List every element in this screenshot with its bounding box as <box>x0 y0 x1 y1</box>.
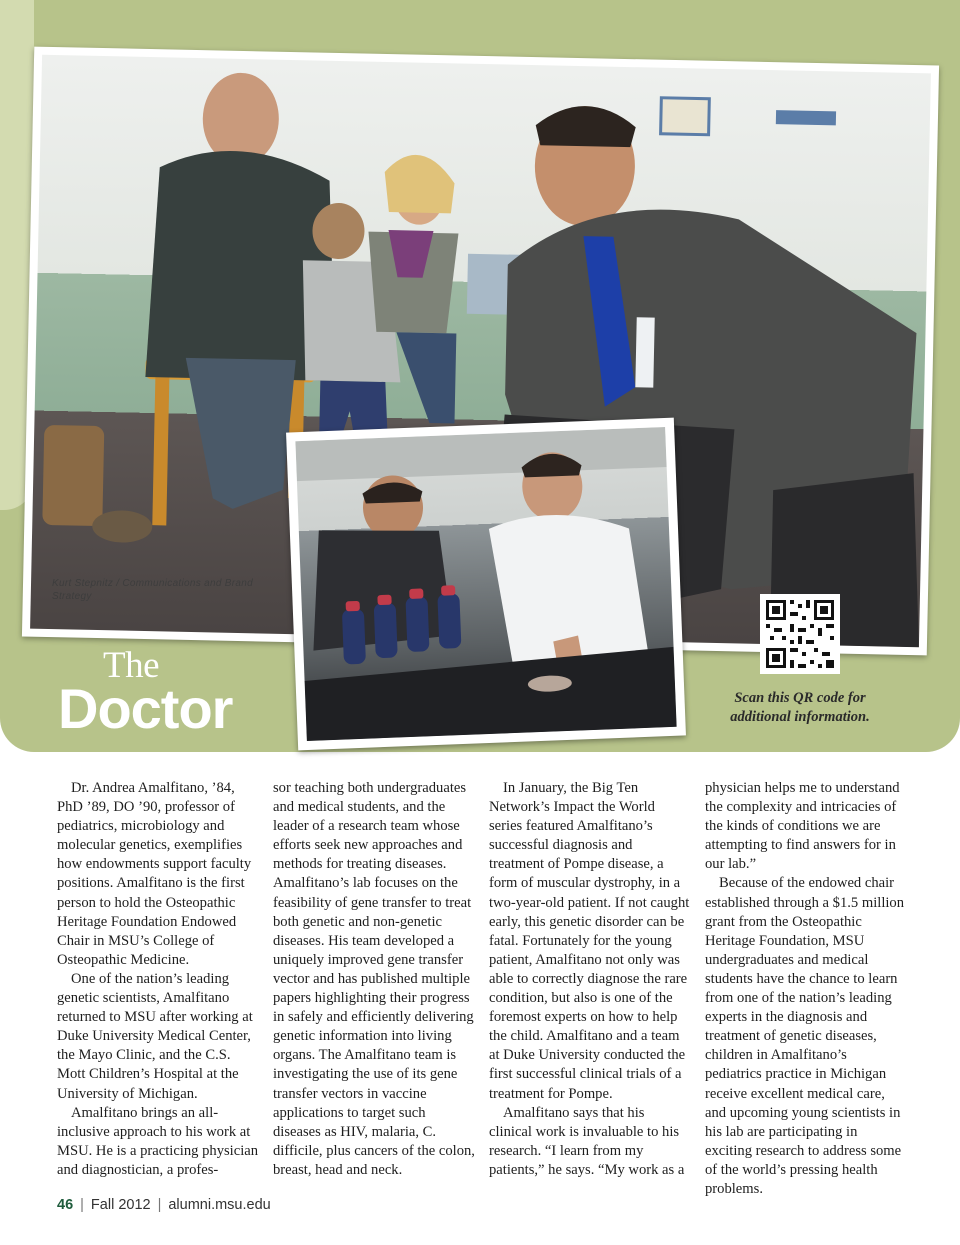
paragraph: Because of the endowed chair established through a $1.5 million grant from the Osteopathic Heritage Foundation, MSU undergraduates and medical students have the chance to learn from one of the nation’s leading experts in the diagnosis and treatment of genetic diseases, children in Amalfitano’s pediatrics practice in Michigan receive excellent medical care, and upcoming young scientists in his lab are participating in exciting research to address some of the world’s pressing health problems. <box>705 875 905 1197</box>
page-footer <box>57 1197 271 1213</box>
paragraph: In January, the Big Ten Network’s Impact the World series featured Amalfitano’s successful diagnosis and treatment of Pompe disease, a form of muscular dystrophy, in a two-year-old patient. If not caught early, this genetic disorder can be fatal. Fortunately for the young patient, Amalfitano not only was able to correctly diagnose the rare condition, but also is one of the foremost experts on how to help the child. Amalfitano and a team at Duke University conducted the first successful clinical trials of a treatment for Pompe. <box>489 780 690 1102</box>
article-column-2 <box>273 779 475 1180</box>
inset-photo-scene <box>295 427 676 741</box>
paragraph: Dr. Andrea Amalfitano, ’84, PhD ’89, DO ’90, professor of pediatrics, microbiology and molecular genetics, exemplifies how endowments support faculty positions. Amalfitano is the first person to hold the Osteopathic Heritage Foundation Endowed Chair in MSU’s College of Osteopathic Medicine. <box>57 780 252 968</box>
issue-label: Fall 2012 <box>90 1197 151 1213</box>
page-title: Doctor <box>58 677 233 740</box>
qr-code[interactable] <box>760 594 840 674</box>
article-column-3 <box>489 779 691 1180</box>
website-link[interactable]: alumni.msu.edu <box>168 1197 271 1213</box>
paragraph: One of the nation’s leading genetic scientists, Amalfitano returned to MSU after working at Duke University Medical Center, the Mayo Clinic, and the C.S. Mott Children’s Hospital at the University of Michigan. <box>57 970 253 1102</box>
paragraph: Amalfitano brings an all-inclusive approach to his work at MSU. He is a practicing physician and diagnostician, a profes- <box>57 1104 259 1178</box>
paragraph: Amalfitano says that his clinical work is invaluable to his research. “I learn from my patients,” he says. “My work as a <box>489 1104 685 1178</box>
article-column-1 <box>57 779 259 1180</box>
article-column-4 <box>705 779 907 1199</box>
footer-separator: | <box>157 1197 162 1213</box>
title-the: The <box>103 645 160 686</box>
paragraph: physician helps me to understand the complexity and intricacies of the kinds of conditions we are attempting to find answers for in our lab.” <box>705 780 900 873</box>
qr-code-graphic <box>760 594 840 674</box>
footer-separator: | <box>80 1197 84 1213</box>
photo-credit: Kurt Stepnitz / Communications and Brand Strategy <box>52 578 253 602</box>
inset-photo <box>286 418 686 751</box>
paragraph: sor teaching both undergraduates and medical students, and the leader of a research team whose efforts seek new approaches and methods for treating diseases. Amalfitano’s lab focuses on the feasibility of gene transfer to treat both genetic and non-genetic diseases. His team developed a uniquely improved gene transfer vector and has published multiple papers highlighting their progress in safely and efficiently delivering genetic information into living organs. The Amalfitano team is investigating the use of its gene transfer vectors in vaccine applications to target such diseases as HIV, malaria, C. difficile, plus cancers of the colon, breast, head and neck. <box>273 780 475 1178</box>
inset-photo-illustration <box>295 427 676 741</box>
page-number: 46 <box>57 1197 74 1213</box>
qr-caption: Scan this QR code for additional information. <box>730 690 870 725</box>
